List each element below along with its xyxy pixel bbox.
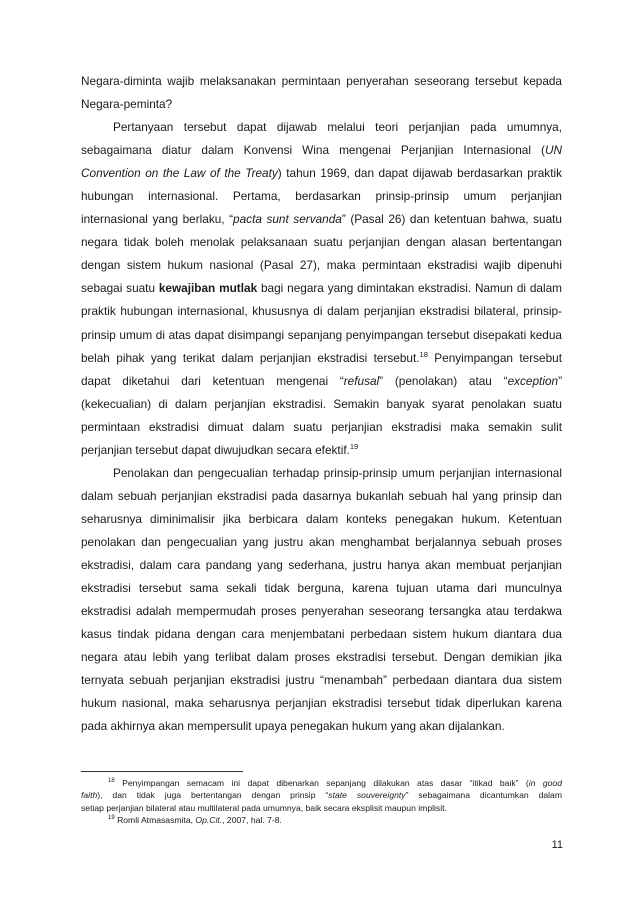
footnote-ref[interactable]: 18 (419, 349, 428, 359)
text-run: dengan sistem hukum nasional (Pasal 27), maka permintaan ekstradisi wajib dipenuhi (81, 258, 562, 273)
text-line (81, 347, 562, 370)
text-run: bagi negara yang dimintakan ekstradisi. Namun di dalam (257, 281, 562, 296)
text-run: Penyimpangan tersebut (427, 350, 562, 365)
text-run: Negara-peminta? (81, 97, 173, 112)
text-run: perjanjian tersebut dapat diwujudkan secara efektif. (81, 442, 350, 457)
text-run: penolakan dan pengecualian yang justru akan menghambat berjalannya sebuah proses (81, 534, 562, 549)
text-run: negara tidak boleh menolak pelaksanaan suatu perjanjian dengan alasan bertentangan (81, 235, 562, 250)
text-run: kasus tindak pidana dengan cara menjembatani perbedaan sistem hukum diantara dua (81, 627, 562, 642)
text-line (81, 324, 562, 347)
italic-term: faith (81, 790, 98, 801)
footnotes (81, 777, 562, 827)
italic-term: Op.Cit. (195, 815, 223, 826)
text-line (81, 416, 562, 439)
text-line (81, 139, 562, 162)
italic-term: Convention on the Law of the Treaty (81, 166, 278, 181)
text-line (81, 185, 562, 208)
text-line (81, 715, 562, 738)
text-line (81, 600, 562, 623)
text-run: permintaan ekstradisi dimuat dalam suatu perjanjian ekstradisi maka semakin sulit (81, 419, 562, 434)
italic-term: state souvereignty (328, 790, 406, 801)
text-run: ekstradisi tersebut sama sekali tidak berguna, karena tujuan utama dari munculnya (81, 581, 562, 596)
text-line (81, 462, 562, 485)
text-line (81, 508, 562, 531)
text-run: hukum nasional, maka seharusnya perjanjian ekstradisi tersebut tidak diperlukan karena (81, 696, 562, 711)
text-line (81, 577, 562, 600)
footnote-line (81, 802, 562, 814)
italic-term: exception (507, 373, 559, 388)
footnote-number: 19 (108, 815, 115, 822)
text-line (81, 439, 562, 462)
text-line (81, 531, 562, 554)
text-run: belah pihak yang terikat dalam perjanjian ekstradisi tersebut. (81, 350, 420, 365)
italic-term: pacta sunt servanda (233, 212, 342, 227)
italic-term: refusal (343, 373, 380, 388)
footnote-line (81, 789, 562, 801)
text-run: ” sebagaimana dicantumkan dalam (405, 790, 562, 801)
text-line (81, 162, 562, 185)
bold-term: kewajiban mutlak (158, 281, 258, 296)
text-run: dalam sebuah perjanjian ekstradisi pada dasarnya bukanlah sebuah hal yang prinsip dan (81, 488, 562, 503)
page-number: 11 (551, 839, 563, 851)
text-line (81, 208, 562, 231)
text-run: Penyimpangan semacam ini dapat dibenarkan sepanjang dilakukan atas dasar “itikad baik” ( (114, 778, 529, 788)
text-run: Negara-diminta wajib melaksanakan permintaan penyerahan seseorang tersebut kepada (81, 74, 562, 88)
text-run: Pertanyaan tersebut dapat dijawab melalui teori perjanjian pada umumnya, (113, 120, 562, 135)
text-run: , 2007, hal. 7-8. (222, 815, 282, 826)
text-run: sebagai suatu (81, 281, 159, 296)
text-run: setiap perjanjian bilateral atau multilateral pada umumnya, baik secara eksplisit maupun implisit. (81, 802, 447, 813)
text-run: sebagaimana diatur dalam Konvensi Wina mengenai Perjanjian Internasional ( (81, 143, 545, 158)
text-run: ternyata sebuah perjanjian ekstradisi justru “menambah” perbedaan diantara dua sistem (81, 673, 562, 688)
text-run: negara atau lebih yang terlibat dalam proses ekstradisi tersebut. Dengan demikian jika (81, 650, 562, 665)
footnote-number: 18 (108, 778, 115, 785)
italic-term: UN (544, 143, 562, 158)
footnote-19 (81, 814, 562, 826)
text-line (81, 669, 562, 692)
text-run: ekstradisi, dalam cara pandang yang sederhana, justru hanya akan membuat perjanjian (81, 557, 562, 572)
text-line (81, 646, 562, 669)
text-run: internasional yang berlaku, “ (81, 212, 234, 227)
text-line (81, 554, 562, 577)
text-line (81, 93, 562, 116)
italic-term: in good (528, 778, 562, 788)
text-line (81, 70, 562, 93)
body-text (81, 70, 562, 738)
text-line (81, 370, 562, 393)
text-run: (kekecualian) di dalam perjanjian ekstradisi. Semakin banyak syarat penolakan suatu (81, 396, 562, 411)
text-run: Penolakan dan pengecualian terhadap prinsip-prinsip umum perjanjian internasional (113, 465, 562, 480)
footnote-18 (81, 777, 562, 789)
text-run: ” (Pasal 26) dan ketentuan bahwa, suatu (341, 212, 562, 227)
text-line (81, 623, 562, 646)
text-line (81, 300, 562, 323)
text-run: ” (penolakan) atau “ (379, 373, 508, 388)
text-run: praktik hubungan internasional, khususnya di dalam perjanjian ekstradisi bilateral, prinsip- (81, 304, 562, 319)
text-line (81, 277, 562, 300)
text-run: ” (558, 373, 562, 388)
text-run: seharusnya diminimalisir jika berbicara dalam konteks penegakan hukum. Ketentuan (81, 511, 562, 526)
text-run: hubungan internasional. Pertama, berdasarkan prinsip-prinsip umum perjanjian (81, 189, 562, 204)
text-run: pada akhirnya akan mempersulit upaya penegakan hukum yang akan dijalankan. (81, 719, 505, 734)
text-run: Romli Atmasasmita, (114, 815, 196, 826)
text-run: ekstradisi adalah mempermudah proses penyerahan seseorang tersangka atau terdakwa (81, 604, 562, 619)
text-line (81, 116, 562, 139)
text-run: dapat diketahui dari ketentuan mengenai “ (81, 373, 344, 388)
text-run: ) tahun 1969, dan dapat dijawab berdasarkan praktik (277, 166, 562, 181)
text-line (81, 254, 562, 277)
footnote-divider (81, 771, 243, 772)
text-line (81, 231, 562, 254)
text-line (81, 692, 562, 715)
text-run: prinsip umum di atas dapat disimpangi sepanjang penyimpangan tersebut disepakati kedua (81, 327, 562, 342)
text-line (81, 485, 562, 508)
text-line (81, 393, 562, 416)
text-run: ), dan tidak juga bertentangan dengan prinsip “ (97, 790, 329, 801)
footnote-ref[interactable]: 19 (349, 441, 359, 451)
